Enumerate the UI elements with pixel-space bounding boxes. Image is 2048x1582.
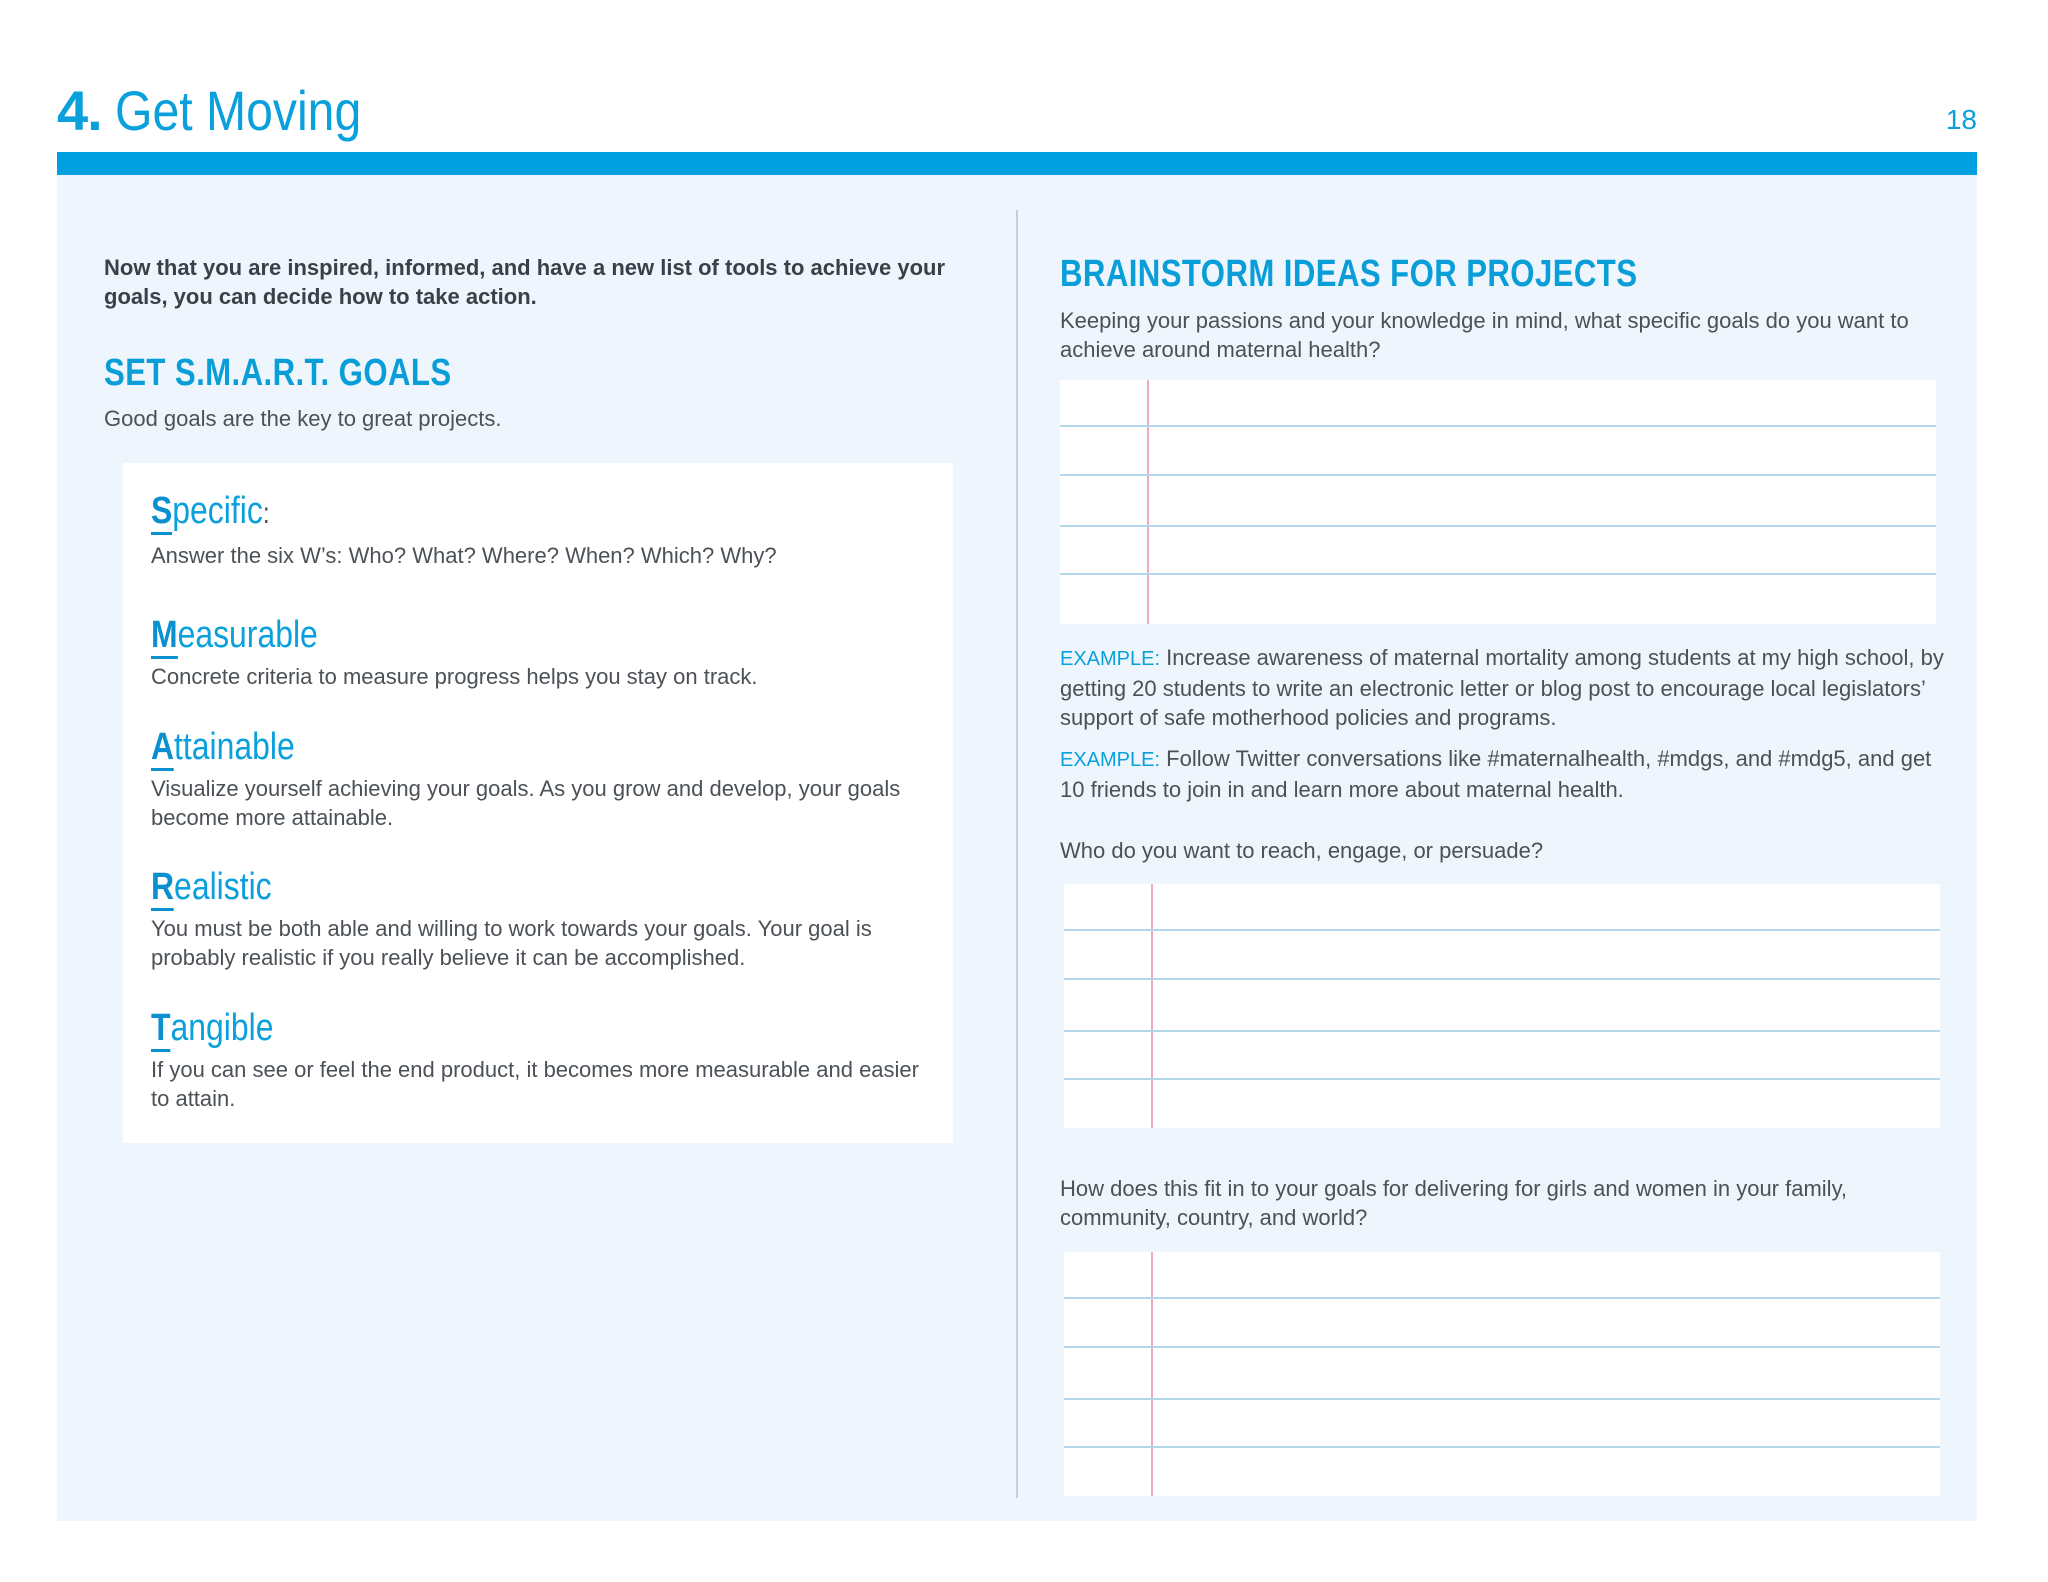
ruled-line [1064,1446,1940,1448]
goal-description: You must be both able and willing to work towards your goals. Your goal is probably realistic if you really believe it can be accomplished. [151,916,872,970]
ruled-line [1060,474,1936,476]
goal-colon: : [262,497,270,530]
page-title: Get Moving [115,79,362,142]
page-header [57,70,1977,150]
ruled-line [1064,929,1940,931]
goal-specific [151,488,931,570]
margin-line [1151,884,1153,1128]
example-label: EXAMPLE: [1060,749,1161,771]
smart-goals-subheading: Good goals are the key to great projects. [104,406,502,431]
margin-line [1151,1252,1153,1496]
column-divider [1016,210,1018,1498]
goal-letter: R [151,866,174,911]
header-bar [57,152,1977,175]
notes-area-audience[interactable] [1064,884,1940,1128]
goal-letter: T [151,1007,171,1052]
ruled-line [1060,425,1936,427]
goal-description: Answer the six W’s: Who? What? Where? When? Which? Why? [151,543,777,568]
ruled-line [1060,525,1936,527]
goal-title: pecific [172,490,263,532]
question-fit: How does this fit in to your goals for delivering for girls and women in your family, community, country, and world? [1060,1176,1848,1230]
example-text: Increase awareness of maternal mortality among students at my high school, by getting 20 students to write an electronic letter or blog post to encourage local legislators’ support of safe motherhood policies and programs. [1060,645,1944,730]
page-number: 18 [1945,104,1977,135]
goal-tangible [151,1005,931,1113]
goal-measurable [151,612,931,691]
smart-goals-heading: SET S.M.A.R.T. GOALS [104,352,452,394]
example-text: Follow Twitter conversations like #maternalhealth, #mdgs, and #mdg5, and get 10 friends to join in and learn more about maternal health. [1060,746,1932,802]
goal-description: If you can see or feel the end product, it becomes more measurable and easier to attain. [151,1057,919,1111]
intro-text: Now that you are inspired, informed, and have a new list of tools to achieve your goals, you can decide how to take action. [104,255,946,309]
goal-title: ttainable [174,726,295,768]
goal-letter: M [151,614,178,659]
goal-attainable [151,724,931,832]
goal-title: easurable [177,614,318,656]
smart-goals-card [123,463,953,1143]
example-label: EXAMPLE: [1060,648,1161,670]
example-1 [1060,643,1955,732]
ruled-line [1064,1078,1940,1080]
question-audience: Who do you want to reach, engage, or persuade? [1060,838,1544,863]
goal-letter: S [151,490,172,535]
ruled-line [1064,978,1940,980]
goal-description: Concrete criteria to measure progress helps you stay on track. [151,664,758,689]
goal-description: Visualize yourself achieving your goals. As you grow and develop, your goals become more attainable. [151,776,901,830]
margin-line [1147,380,1149,624]
example-2 [1060,744,1955,804]
goal-realistic [151,864,931,972]
goal-title: angible [170,1007,274,1049]
notes-area-fit[interactable] [1064,1252,1940,1496]
ruled-line [1064,1346,1940,1348]
goal-title: ealistic [174,866,272,908]
notes-area-goals[interactable] [1060,380,1936,624]
ruled-line [1064,1297,1940,1299]
brainstorm-heading: BRAINSTORM IDEAS FOR PROJECTS [1060,253,1638,295]
ruled-line [1064,1030,1940,1032]
question-goals: Keeping your passions and your knowledge in mind, what specific goals do you want to achieve around maternal health? [1060,308,1909,362]
section-number: 4. [57,79,102,142]
ruled-line [1060,573,1936,575]
goal-letter: A [151,726,174,771]
ruled-line [1064,1398,1940,1400]
